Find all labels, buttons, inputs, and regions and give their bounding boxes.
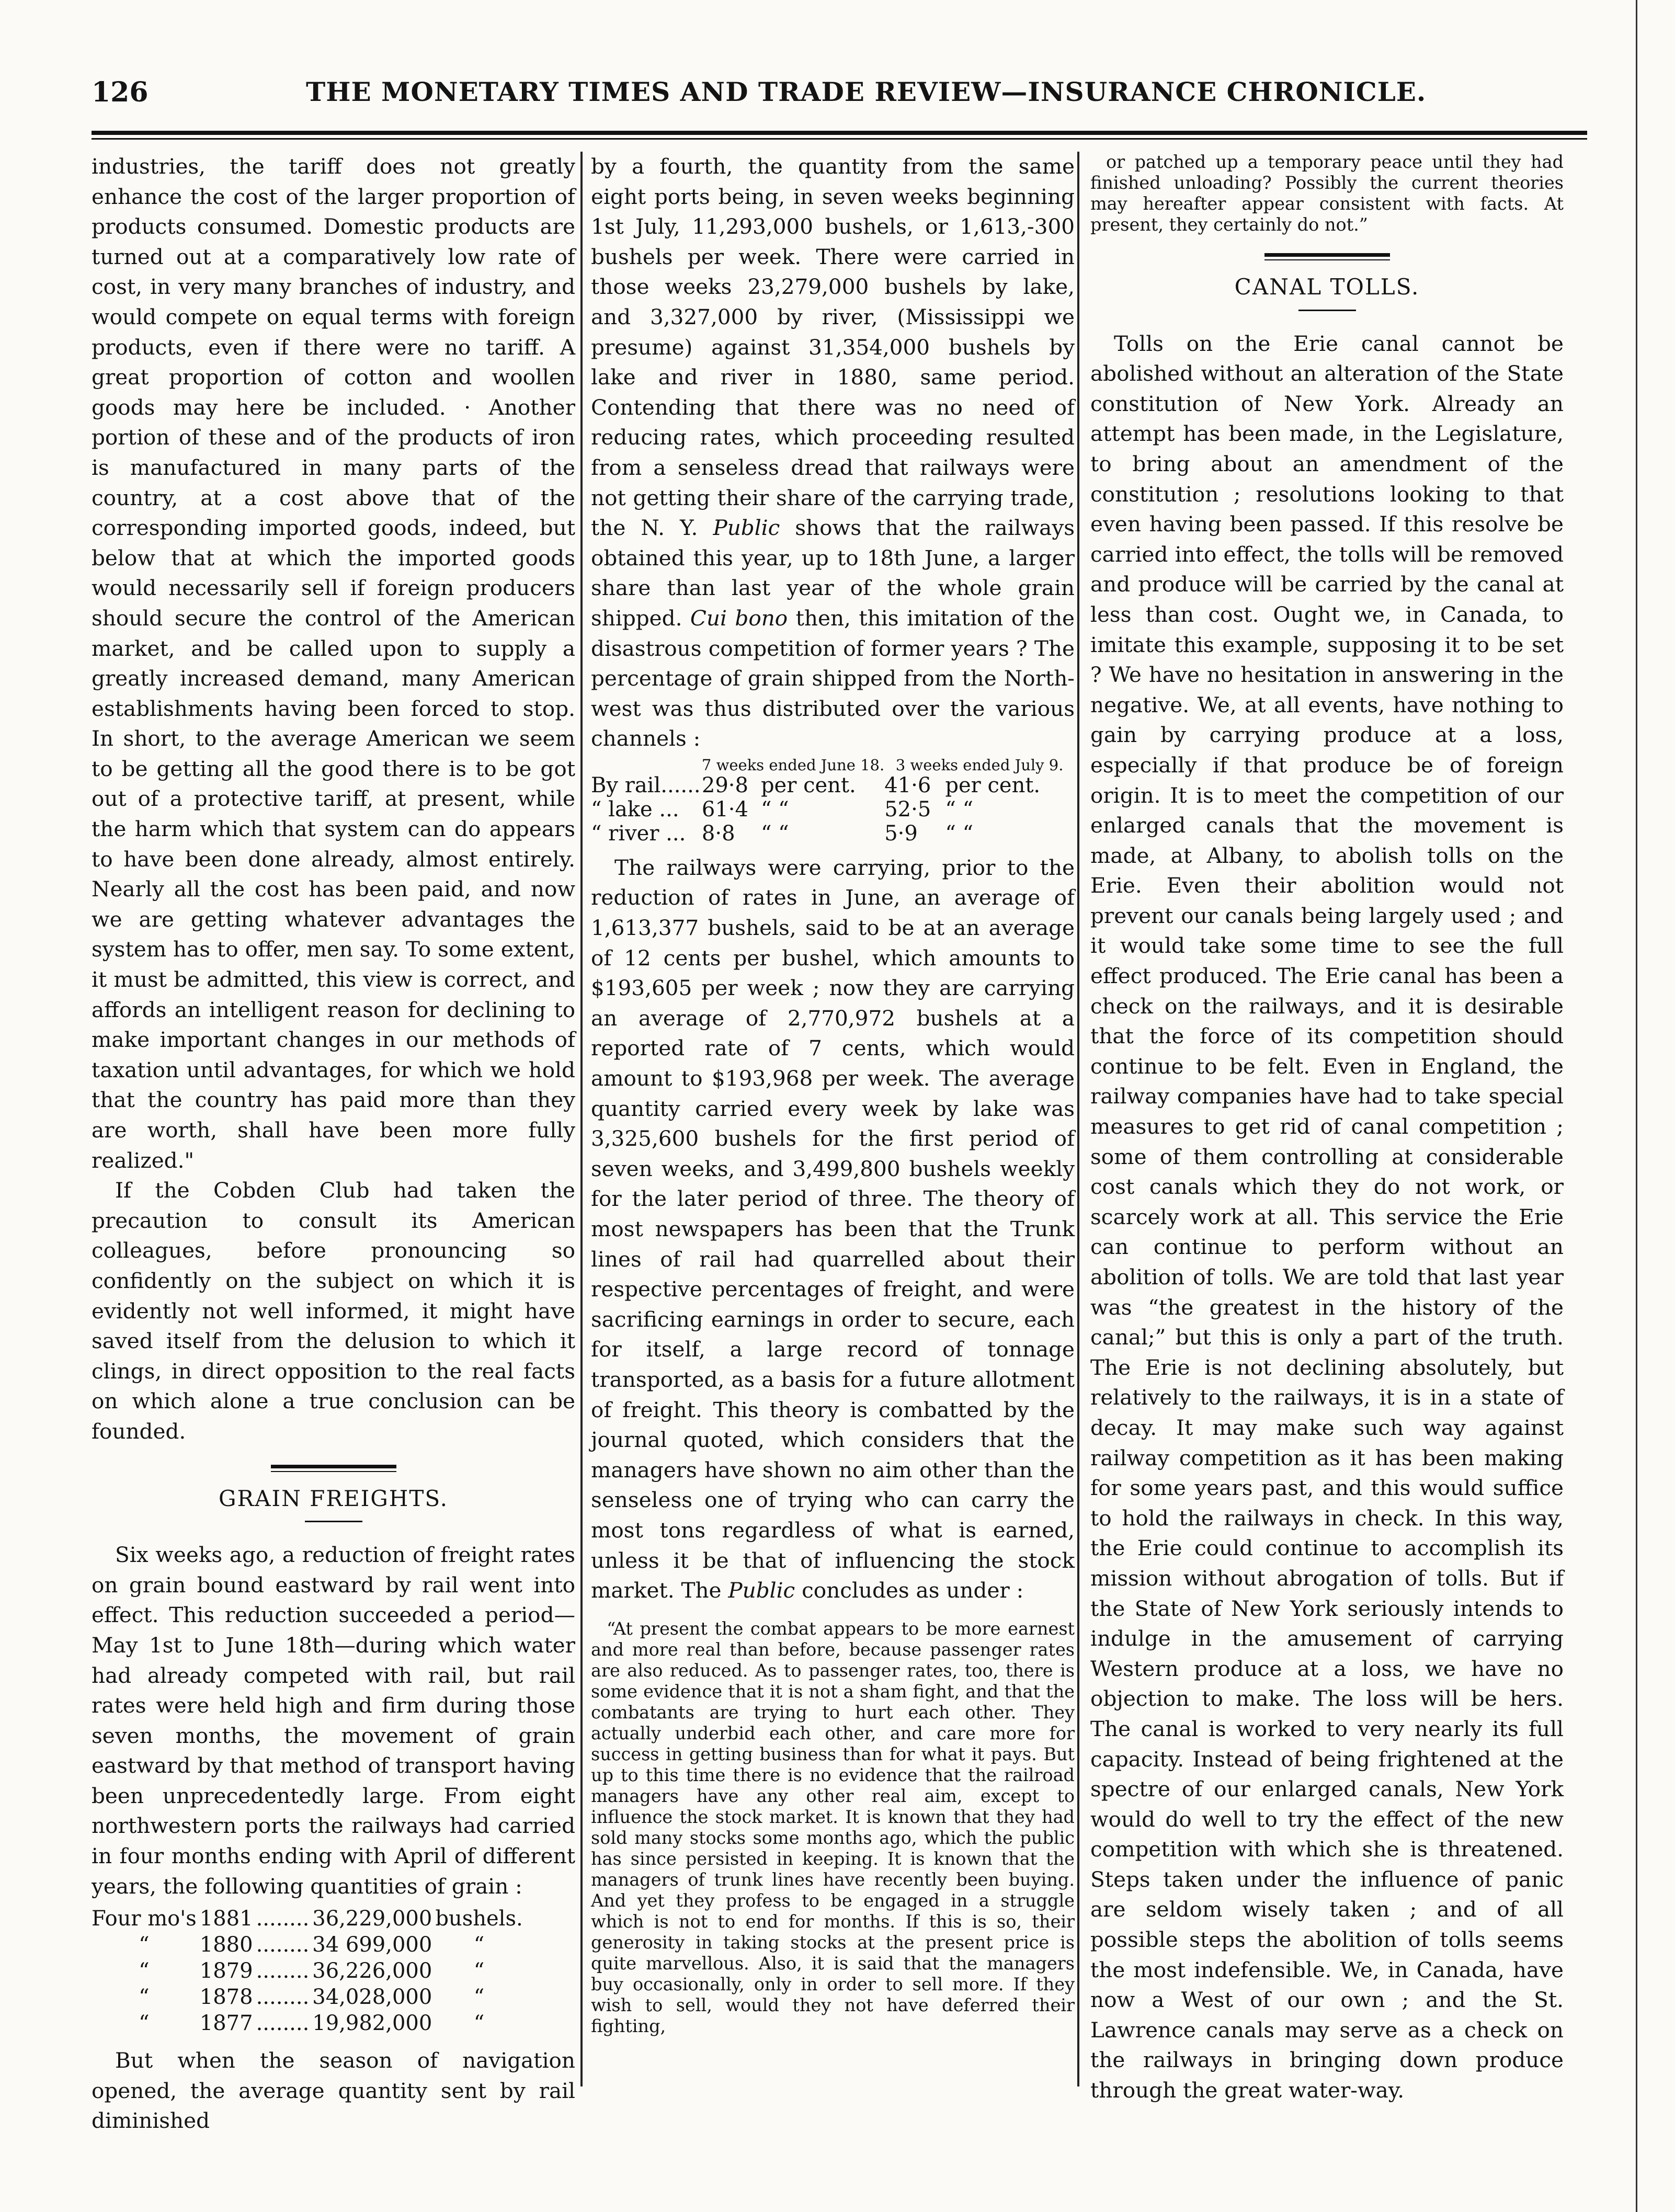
text-run: by a fourth, the quantity from the same eight ports being, in seven weeks beginning 1st July, 11,293,000 bushels, or 1,613,-300 bushels per week. There were carried in those weeks 23,279,000 bushels by lake, and 3,327,000 by river, (Mississippi we presume) against 31,354,000 bushels by lake and river in 1880, same period. Contending that there was no need of reducing rates, which proceeding resulted from a senseless dread that railways were not getting their share of the carrying trade, the N. Y.	[591, 154, 1075, 541]
paragraph-cobden-club: If the Cobden Club had taken the precaution to consult its American colleagues, before pronouncing so confidently on the subject on which it is evidently not well informed, it might have saved itself from the delusion to which it clings, in direct opposition to the real facts on which alone a true conclusion can be founded.	[92, 1178, 575, 1444]
table-row	[591, 822, 1075, 846]
channels-table	[591, 757, 1075, 846]
row-unit: “	[473, 1933, 485, 1957]
row-label: “ lake ...	[591, 797, 679, 822]
quote-paragraph: “At present the combat appears to be more earnest and more real than before, because passenger rates are also reduced. As to passenger rates, too, there is some evidence that it is not a sham fight, and that the combatants are trying to hurt each other. They actually underbid each other, and care more for success in getting business than for what it pays. But up to this time there is no evidence that the railroad managers have any other real aim, except to influence the stock market. It is known that they had sold many stocks some months ago, which the public has since persisted in keeping. It is known that the managers of trunk lines have recently been buying. And yet they profess to be engaged in a struggle which is not to end for months. If this is so, their generosity in taking stocks at the present price is quite marvellous. Also, it is said that the managers buy occasionally, only in order to sell more. If they wish to sell, would they not have deferred their fighting,	[591, 1618, 1075, 2036]
heading-underline	[305, 1521, 362, 1522]
row-value-1: 8·8	[701, 821, 735, 846]
table-row	[92, 1932, 526, 1958]
row-unit: “	[473, 1959, 485, 1983]
section-separator	[1264, 253, 1390, 260]
row-unit-1: “ “	[760, 797, 789, 822]
column-1	[92, 152, 575, 2134]
row-leader: ........	[256, 1907, 310, 1931]
page-header	[92, 63, 1587, 126]
row-amount: 36,229,000	[312, 1907, 432, 1931]
row-leader: ........	[256, 2011, 310, 2036]
row-value-2: 41·6	[884, 773, 931, 797]
row-unit-2: “ “	[945, 797, 974, 822]
heading-underline	[1298, 310, 1356, 311]
row-amount: 36,226,000	[312, 1959, 432, 1983]
page-edge-rule	[1636, 0, 1637, 2212]
row-value-1: 29·8	[701, 773, 748, 797]
row-label: By rail......	[591, 773, 701, 797]
heading-grain-freights: GRAIN FREIGHTS.	[218, 1485, 449, 1511]
row-amount: 19,982,000	[312, 2011, 432, 2036]
row-unit-2: per cent.	[945, 773, 1041, 797]
paragraph-grain-continued	[591, 152, 1075, 754]
italic-public: Public	[713, 515, 780, 541]
table-row	[92, 1958, 526, 1984]
quote-paragraph-continued: or patched up a temporary peace until they had finished unloading? Possibly the current theories may hereafter appear consistent with facts. At present, they certainly do not.”	[1090, 152, 1564, 235]
table-row	[92, 2010, 526, 2036]
table-header-row	[591, 757, 1075, 773]
row-unit-1: per cent.	[760, 773, 856, 797]
text-run: shows that the railways obtained this year, up to 18th June, a larger share than last year of the whole grain shipped.	[591, 515, 1075, 631]
row-year: 1880	[199, 1933, 253, 1957]
italic-cui-bono: Cui bono	[690, 605, 788, 631]
column-header-july: 3 weeks ended July 9.	[895, 756, 1064, 774]
row-leader: ........	[256, 1959, 310, 1983]
row-year: 1877	[199, 2011, 253, 2036]
table-row	[92, 1906, 526, 1932]
text-run: then, this imitation of the disastrous competition of former years ? The percentage of grain shipped from the North-west was thus distributed over the various channels :	[591, 605, 1075, 751]
section-separator	[271, 1465, 396, 1472]
row-value-2: 52·5	[884, 797, 931, 822]
column-rule-1	[580, 152, 583, 2086]
column-3	[1090, 152, 1564, 2103]
heading-canal-tolls: CANAL TOLLS.	[1234, 274, 1420, 300]
header-rule-thick	[92, 131, 1587, 135]
column-rule-2	[1077, 152, 1079, 2086]
row-label: “	[139, 1933, 150, 1957]
grain-quantities-table	[92, 1906, 526, 2036]
table-row	[92, 1984, 526, 2010]
page-number: 126	[92, 76, 149, 108]
header-rule-thin	[92, 138, 1587, 140]
row-value-1: 61·4	[701, 797, 748, 822]
quoted-passage-continued	[1090, 152, 1564, 235]
table-row	[591, 797, 1075, 822]
italic-public: Public	[728, 1578, 795, 1603]
paragraph-tariff-continued: industries, the tariff does not greatly enhance the cost of the larger proportion of products consumed. Domestic products are turned out at a comparatively low rate of cost, in very many branches of industry, and would compete on equal terms with foreign products, even if there were no tariff. A great proportion of cotton and woollen goods may here be included. · Another portion of these and of the products of iron is manufactured in many parts of the country, at a cost above that of the corresponding imported goods, indeed, but below that at which the imported goods would necessarily sell if foreign producers should secure the control of the American market, and be called upon to supply a greatly increased demand, many American establishments having been forced to stop. In short, to the average American we seem to be getting all the good there is to be got out of a protective tariff, at present, while the harm which that system can do appears to have been done already, almost entirely. Nearly all the cost has been paid, and now we are getting whatever advantages the system has to offer, men say. To some extent, it must be admitted, this view is correct, and affords an intelligent reason for declining to make important changes in our methods of taxation until advantages, for which we hold that the country has paid more than they are worth, shall have been more fully realized."	[92, 154, 575, 1173]
row-year: 1878	[199, 1985, 253, 2010]
row-year: 1881	[199, 1907, 253, 1931]
table-row	[591, 773, 1075, 797]
row-label: “	[139, 1985, 150, 2010]
paragraph-canal-tolls: Tolls on the Erie canal cannot be abolished without an alteration of the State constitution of New York. Already an attempt has been made, in the Legislature, to bring about an amendment of the constitution ; resolutions looking to that even having been passed. If this resolve be carried into effect, the tolls will be removed and produce will be carried by the canal at less than cost. Ought we, in Canada, to imitate this example, supposing it to be set ? We have no hesitation in answering in the negative. We, at all events, have nothing to gain by carrying produce at a loss, especially if that produce be of foreign origin. It is to meet the competition of our enlarged canals that the movement is made, at Albany, to abolish tolls on the Erie. Even their abolition would not prevent our canals being largely used ; and it would take some time to see the full effect produced. The Erie canal has been a check on the railways, and it is desirable that the force of its competition should continue to be felt. Even in England, the railway companies have had to take special measures to get rid of canal competition ; some of them controlling at considerable cost canals which they do not work, or scarcely work at all. This service the Erie can continue to perform without an abolition of tolls. We are told that last year was “the greatest in the history of the canal;” but this is only a part of the truth. The Erie is not declining absolutely, but relatively to the railways, it is in a state of decay. It may make such way against railway competition as it has been making for some years past, and this would suffice to hold the railways in check. In this way, the Erie could continue to accomplish its mission without abrogation of tolls. But if the State of New York seriously intends to indulge in the amusement of carrying Western produce at a loss, we have no objection to make. The loss will be hers. The canal is worked to very nearly its full capacity. Instead of being frightened at the spectre of our enlarged canals, New York would do well to try the effect of the new competition with which she is threatened. Steps taken under the influence of panic are seldom wisely taken ; and of all possible steps the abolition of tolls seems the most indefensible. We, in Canada, have now a West of our own ; and the St. Lawrence canals may serve as a check on the railways in bringing down produce through the great water-way.	[1090, 330, 1564, 2103]
row-label: “	[139, 1959, 150, 1983]
row-year: 1879	[199, 1959, 253, 1983]
row-label: Four mo's	[92, 1907, 197, 1931]
running-title: THE MONETARY TIMES AND TRADE REVIEW—INSURANCE CHRONICLE.	[306, 76, 1427, 107]
row-leader: ........	[256, 1985, 310, 2010]
row-unit: “	[473, 1985, 485, 2010]
paragraph-grain-freights: Six weeks ago, a reduction of freight rates on grain bound eastward by rail went into effect. This reduction succeeded a period—May 1st to June 18th—during which water had already competed with rail, but rail rates were held high and firm during those seven months, the movement of grain eastward by that method of transport having been unprecedentedly large. From eight northwestern ports the railways had carried in four months ending with April of different years, the following quantities of grain :	[92, 1542, 575, 1899]
row-leader: ........	[256, 1933, 310, 1957]
row-label: “ river ...	[591, 821, 686, 846]
row-value-2: 5·9	[884, 821, 918, 846]
column-2	[591, 152, 1075, 2086]
text-run: The railways were carrying, prior to the reduction of rates in June, an average of 1,613,377 bushels, said to be at an average of 12 cents per bushel, which amounts to $193,605 per week ; now they are carrying an average of 2,770,972 bushels at a reported rate of 7 cents, which would amount to $193,968 per week. The average quantity carried every week by lake was 3,325,600 bushels for the first period of seven weeks, and 3,499,800 bushels weekly for the later period of three. The theory of most newspapers has been that the Trunk lines of rail had quarrelled about their respective percentages of freight, and were sacrificing earnings in order to secure, each for itself, a large record of tonnage transported, as a basis for a future allotment of freight. This theory is combatted by the journal quoted, which considers that the managers have shown no aim other than the senseless one of trying who can carry the most tons regardless of what is earned, unless it be that of influencing the stock market. The	[591, 854, 1075, 1603]
quoted-passage	[591, 1618, 1075, 2037]
row-amount: 34,028,000	[312, 1985, 432, 2010]
row-unit: bushels.	[435, 1907, 523, 1931]
row-label: “	[139, 2011, 150, 2036]
row-unit-1: “ “	[760, 821, 789, 846]
row-unit: “	[473, 2011, 485, 2036]
text-run: concludes as under :	[795, 1578, 1024, 1603]
row-unit-2: “ “	[945, 821, 974, 846]
row-amount: 34 699,000	[312, 1933, 432, 1957]
paragraph-navigation: But when the season of navigation opened, the average quantity sent by rail diminished	[92, 2048, 575, 2134]
paragraph-railways	[591, 853, 1075, 1606]
column-header-june: 7 weeks ended June 18.	[701, 756, 885, 774]
